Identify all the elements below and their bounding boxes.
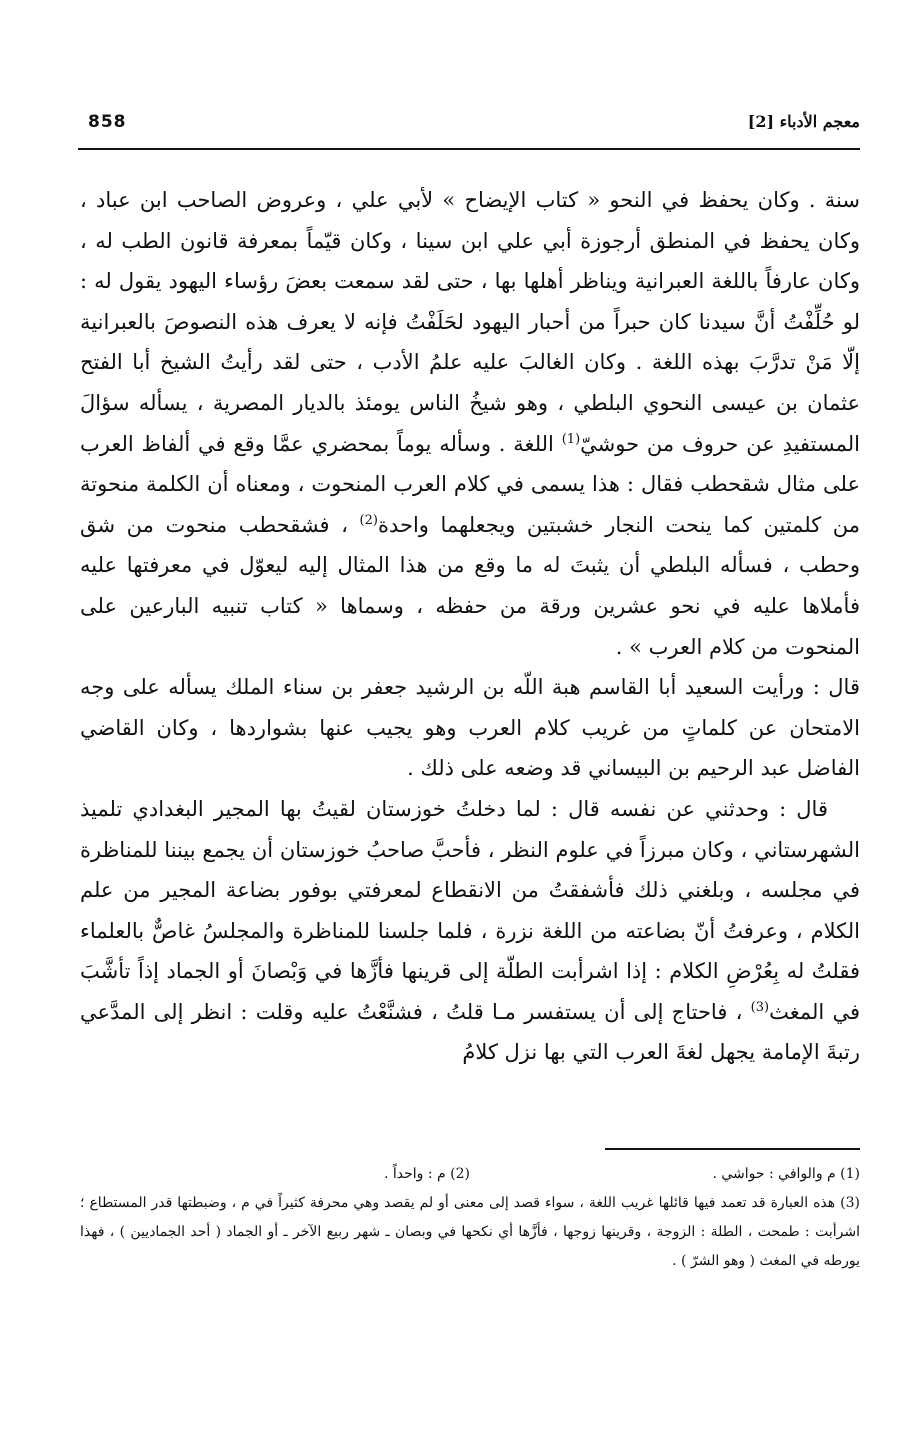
- footnote-ref-1: (1): [561, 431, 581, 447]
- page-header: [80, 112, 860, 142]
- paragraph-1-text-a: سنة . وكان يحفظ في النحو « كتاب الإيضاح » لأبي علي ، وعروض الصاحب ابن عباد ، وكان يحفظ في المنطق أرجوزة أبي علي ابن سينا ، وكان قيّماً بمعرفة قانون الطب له ، وكان عارفاً باللغة العبرانية ويناظر أهلها بها ، حتى لقد سمعت بعضَ رؤساء اليهود يقول له : لو حُلِّفْتُ أنَّ سيدنا كان حبراً من أحبار اليهود لحَلَفْتُ فإنه لا يعرف هذه النصوصَ بالعبرانية إلّا مَنْ تدرَّبَ بهذه اللغة . وكان الغالبَ عليه علمُ الأدب ، حتى لقد رأيتُ الشيخ أبا الفتح عثمان بن عيسى النحوي البلطي ، وهو شيخُ الناس يومئذ بالديار المصرية ، يسأله سؤالَ المستفيدِ عن حروف من حوشيّ: [80, 188, 860, 456]
- footnote-ref-2: (2): [359, 512, 378, 528]
- page-number: 858: [88, 112, 127, 132]
- paragraph-3: [80, 789, 860, 1073]
- paragraph-1-text-b: اللغة . وسأله يوماً بمحضري عمَّا وقع في ألفاظ العرب على مثال شقحطب فقال : هذا يسمى في كلام العرب المنحوت ، ومعناه أن الكلمة منحوتة من كلمتين كما ينحت النجار خشبتين ويجعلهما واحدة: [80, 431, 860, 537]
- running-title: معجم الأدباء [2]: [747, 112, 860, 131]
- footnotes: [80, 1160, 860, 1276]
- paragraph-3-text-b: ، فاحتاج إلى أن يستفسر مـا قلتُ ، فشنَّعْتُ عليه وقلت : انظر إلى المدَّعي رتبةَ الإمامة يجهل لغةَ العرب التي بها نزل كلامُ: [80, 999, 860, 1065]
- paragraph-2: قال : ورأيت السعيد أبا القاسم هبة اللّه بن الرشيد جعفر بن سناء الملك يسأله على وجه الامتحان عن كلماتٍ من غريب كلام العرب وهو يجيب عنها بشواردها ، وكان القاضي الفاضل عبد الرحيم بن البيساني قد وضعه على ذلك .: [80, 675, 860, 781]
- footnote-1: (1) م والوافي : حواشي .: [712, 1166, 860, 1182]
- footnote-ref-3: (3): [750, 999, 770, 1015]
- header-divider: [78, 148, 860, 150]
- footnote-3: (3) هذه العبارة قد تعمد فيها قائلها غريب اللغة ، سواء قصد إلى معنى أو لم يقصد وهي محرفة كثيراً في م ، وضبطتها قدر المستطاع ؛ اشرأبت : طمحت ، الطلة : الزوجة ، وقرينها زوجها ، فأزَّها أي نكحها في وبصان ـ شهر ربيع الآخر ـ أو الجماد ( أحد الجماديين ) ، فهذا يورطه في المغث ( وهو الشرّ ) .: [80, 1195, 860, 1269]
- footnote-divider: [605, 1148, 860, 1150]
- main-text: [80, 180, 860, 1073]
- footnote-2: (2) م : واحداً .: [383, 1166, 470, 1182]
- footnote-row: [80, 1160, 860, 1189]
- paragraph-1-text-c: ، فشقحطب منحوت من شق وحطب ، فسأله البلطي أن يثبتَ له ما وقع من هذا المثال إليه ليعوّل في معرفتها عليه فأملاها عليه في نحو عشرين ورقة من حفظه ، وسماها « كتاب تنبيه البارعين على المنحوت من كلام العرب » .: [80, 512, 860, 659]
- paragraph-1: [80, 180, 860, 667]
- paragraph-3-text-a: قال : وحدثني عن نفسه قال : لما دخلتُ خوزستان لقيتُ بها المجير البغدادي تلميذ الشهرستاني ، وكان مبرزاً في علوم النظر ، فأحبَّ صاحبُ خوزستان أن يجمع بيننا للمناظرة في مجلسه ، وبلغني ذلك فأشفقتُ من الانقطاع لمعرفتي بوفور بضاعة المجير من علم الكلام ، وعرفتُ أنّ بضاعته من اللغة نزرة ، فلما جلسنا للمناظرة والمجلسُ غاصٌّ بالعلماء فقلتُ له بِعُرْضِ الكلام : إذا اشرأبت الطلّة إلى قرينها فأزَّها في وَبْصانَ أو الجماد إذاً تأشَّبَ في المغث: [80, 796, 861, 1024]
